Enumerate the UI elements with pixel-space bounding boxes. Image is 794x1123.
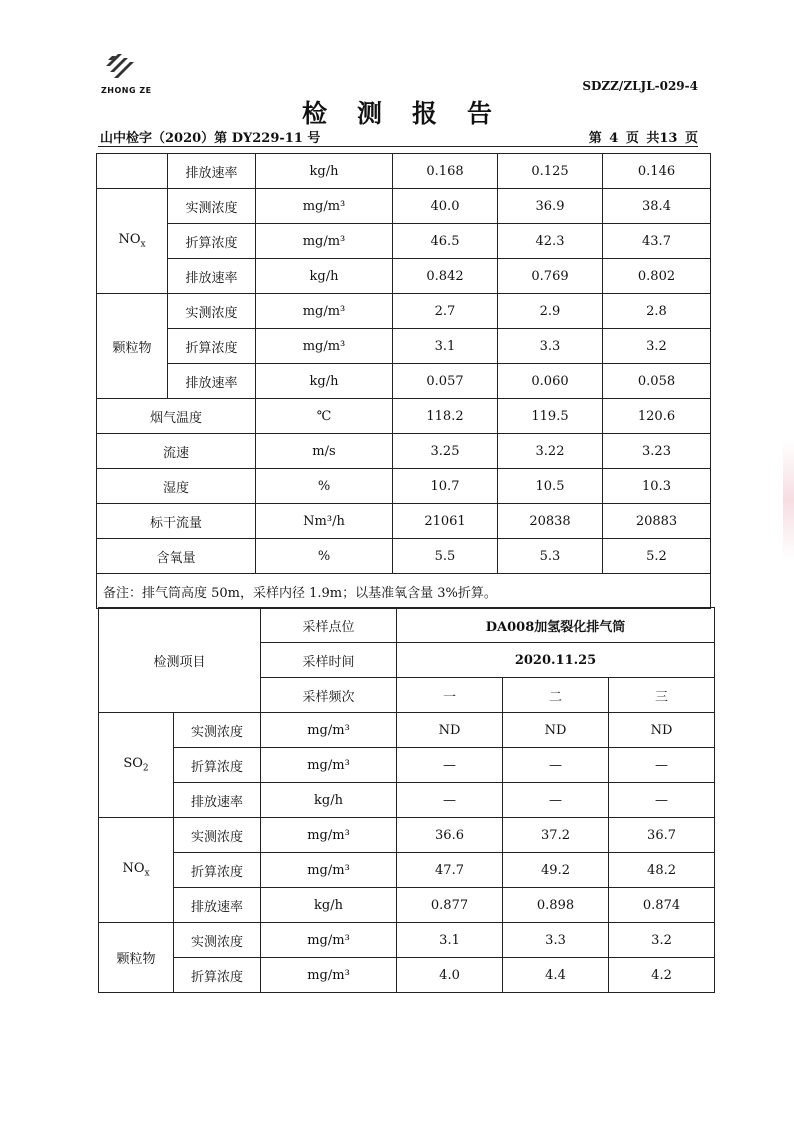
value-cell: —	[397, 748, 503, 783]
unit-cell: kg/h	[261, 888, 397, 923]
value-cell: 0.057	[393, 364, 498, 399]
value-cell: 5.5	[393, 539, 498, 574]
results-table-1	[96, 153, 711, 609]
table-row	[97, 539, 711, 574]
item-cell: 排放速率	[174, 783, 261, 818]
value-cell: 0.146	[603, 154, 711, 189]
value-cell: 0.060	[498, 364, 603, 399]
unit-cell: mg/m³	[261, 818, 397, 853]
table-row	[97, 259, 711, 294]
item-cell: 实测浓度	[168, 294, 256, 329]
unit-cell: mg/m³	[261, 748, 397, 783]
note-cell: 备注：排气筒高度 50m，采样内径 1.9m；以基准氧含量 3%折算。	[97, 574, 711, 609]
item-cell: 折算浓度	[174, 748, 261, 783]
value-cell: 3.3	[498, 329, 603, 364]
value-cell: —	[503, 748, 609, 783]
value-cell: 0.842	[393, 259, 498, 294]
value-cell: 3.22	[498, 434, 603, 469]
sampling-time: 2020.11.25	[397, 643, 715, 678]
report-number: 山中检字（2020）第 DY229-11 号	[100, 131, 321, 146]
item-cell: 折算浓度	[174, 958, 261, 993]
value-cell: 46.5	[393, 224, 498, 259]
value-cell: 21061	[393, 504, 498, 539]
value-cell: 36.7	[609, 818, 715, 853]
document-code: SDZZ/ZLJL-029-4	[582, 79, 698, 93]
frequency-cell: 三	[609, 678, 715, 713]
value-cell: 48.2	[609, 853, 715, 888]
value-cell: 119.5	[498, 399, 603, 434]
unit-cell: %	[256, 469, 393, 504]
unit-cell: kg/h	[256, 154, 393, 189]
table-row	[99, 748, 715, 783]
item-cell: 实测浓度	[174, 923, 261, 958]
unit-cell: mg/m³	[261, 853, 397, 888]
table-row	[97, 329, 711, 364]
results-table-2	[98, 607, 715, 993]
value-cell: 0.874	[609, 888, 715, 923]
param-cell: 湿度	[97, 469, 256, 504]
table-row	[99, 713, 715, 748]
value-cell: 4.0	[397, 958, 503, 993]
table-row	[99, 783, 715, 818]
item-cell: 排放速率	[168, 154, 256, 189]
value-cell: 36.9	[498, 189, 603, 224]
param-cell: 含氧量	[97, 539, 256, 574]
value-cell: 2.8	[603, 294, 711, 329]
group-cell: $SO_2$	[99, 713, 174, 818]
value-cell: 4.4	[503, 958, 609, 993]
table-row	[99, 853, 715, 888]
item-cell: 折算浓度	[168, 329, 256, 364]
param-cell: 流速	[97, 434, 256, 469]
item-cell: 实测浓度	[174, 713, 261, 748]
table-row	[97, 189, 711, 224]
header-item-cell: 检测项目	[99, 608, 261, 713]
table-row	[97, 154, 711, 189]
value-cell: 43.7	[603, 224, 711, 259]
value-cell: 5.2	[603, 539, 711, 574]
item-cell: 折算浓度	[168, 224, 256, 259]
item-cell: 折算浓度	[174, 853, 261, 888]
group-cell: $NO_x$	[99, 818, 174, 923]
value-cell: 4.2	[609, 958, 715, 993]
value-cell: 20838	[498, 504, 603, 539]
group-cell: 颗粒物	[99, 923, 174, 993]
value-cell: 2.9	[498, 294, 603, 329]
value-cell: —	[503, 783, 609, 818]
unit-cell: ℃	[256, 399, 393, 434]
note-row	[97, 574, 711, 609]
table-row	[97, 504, 711, 539]
unit-cell: mg/m³	[256, 224, 393, 259]
header-divider	[98, 146, 698, 147]
value-cell: 0.802	[603, 259, 711, 294]
value-cell: 10.3	[603, 469, 711, 504]
value-cell: 118.2	[393, 399, 498, 434]
value-cell: 120.6	[603, 399, 711, 434]
value-cell: 20883	[603, 504, 711, 539]
value-cell: 0.058	[603, 364, 711, 399]
item-cell: 排放速率	[168, 259, 256, 294]
item-cell: 实测浓度	[168, 189, 256, 224]
value-cell: —	[609, 748, 715, 783]
value-cell: 0.769	[498, 259, 603, 294]
header-label-cell: 采样时间	[261, 643, 397, 678]
value-cell: 42.3	[498, 224, 603, 259]
table-row	[99, 888, 715, 923]
sampling-location: DA008加氢裂化排气筒	[397, 608, 715, 643]
unit-cell: kg/h	[256, 364, 393, 399]
value-cell: 3.23	[603, 434, 711, 469]
table-row	[97, 469, 711, 504]
header-label-cell: 采样频次	[261, 678, 397, 713]
table-header-row	[99, 608, 715, 643]
item-cell: 排放速率	[174, 888, 261, 923]
unit-cell: mg/m³	[256, 329, 393, 364]
group-cell: 颗粒物	[97, 294, 168, 399]
value-cell: 47.7	[397, 853, 503, 888]
value-cell: 5.3	[498, 539, 603, 574]
value-cell: 0.125	[498, 154, 603, 189]
value-cell: ND	[397, 713, 503, 748]
value-cell: 49.2	[503, 853, 609, 888]
value-cell: 2.7	[393, 294, 498, 329]
item-cell: 排放速率	[168, 364, 256, 399]
logo-text: ZHONG ZE	[101, 86, 152, 95]
page-number: 第 4 页 共13 页	[588, 131, 698, 146]
value-cell: 3.2	[609, 923, 715, 958]
value-cell: 10.7	[393, 469, 498, 504]
value-cell: 0.168	[393, 154, 498, 189]
unit-cell: Nm³/h	[256, 504, 393, 539]
value-cell: 36.6	[397, 818, 503, 853]
value-cell: 3.25	[393, 434, 498, 469]
frequency-cell: 一	[397, 678, 503, 713]
unit-cell: mg/m³	[256, 294, 393, 329]
table-row	[99, 818, 715, 853]
value-cell: 0.898	[503, 888, 609, 923]
header-label-cell: 采样点位	[261, 608, 397, 643]
table-row	[99, 923, 715, 958]
unit-cell: m/s	[256, 434, 393, 469]
value-cell: ND	[609, 713, 715, 748]
table-row	[97, 364, 711, 399]
item-cell: 实测浓度	[174, 818, 261, 853]
value-cell: 10.5	[498, 469, 603, 504]
unit-cell: mg/m³	[261, 923, 397, 958]
value-cell: 3.1	[397, 923, 503, 958]
value-cell: 3.1	[393, 329, 498, 364]
table-row	[97, 224, 711, 259]
value-cell: —	[397, 783, 503, 818]
value-cell: ND	[503, 713, 609, 748]
page-title: 检测报告	[301, 99, 522, 128]
unit-cell: mg/m³	[261, 713, 397, 748]
value-cell: 37.2	[503, 818, 609, 853]
table-row	[97, 434, 711, 469]
frequency-cell: 二	[503, 678, 609, 713]
param-cell: 烟气温度	[97, 399, 256, 434]
value-cell: 40.0	[393, 189, 498, 224]
unit-cell: mg/m³	[256, 189, 393, 224]
group-cell	[97, 154, 168, 189]
unit-cell: kg/h	[256, 259, 393, 294]
unit-cell: mg/m³	[261, 958, 397, 993]
group-cell: $NO_x$	[97, 189, 168, 294]
param-cell: 标干流量	[97, 504, 256, 539]
unit-cell: %	[256, 539, 393, 574]
value-cell: 3.3	[503, 923, 609, 958]
table-row	[97, 294, 711, 329]
table-row	[97, 399, 711, 434]
table-row	[99, 958, 715, 993]
value-cell: —	[609, 783, 715, 818]
value-cell: 3.2	[603, 329, 711, 364]
seal-edge-mark	[783, 440, 794, 560]
value-cell: 0.877	[397, 888, 503, 923]
unit-cell: kg/h	[261, 783, 397, 818]
value-cell: 38.4	[603, 189, 711, 224]
